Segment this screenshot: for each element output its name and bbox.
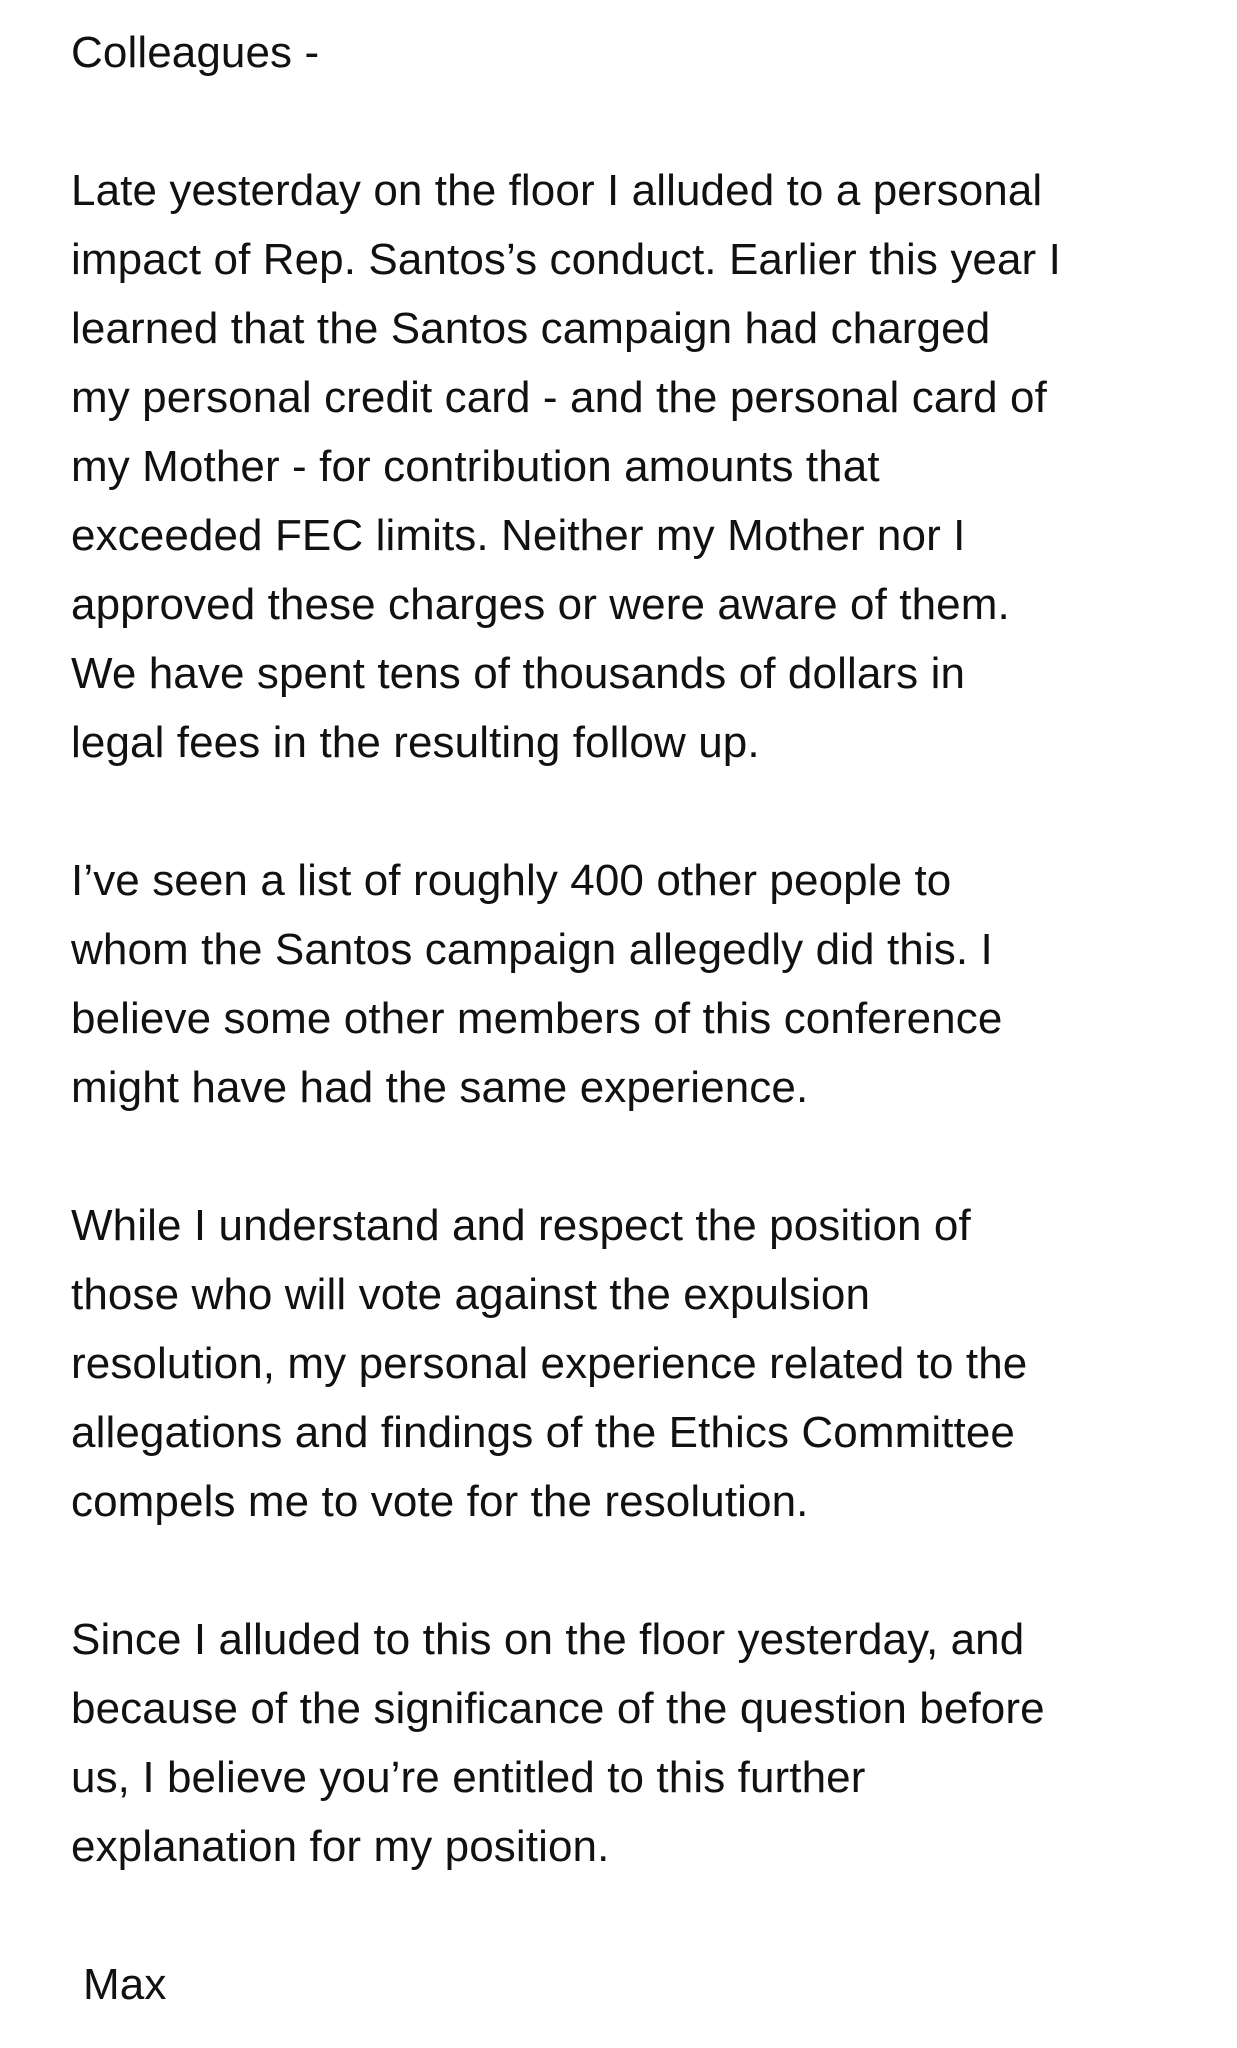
paragraph-line: While I understand and respect the position of	[71, 1201, 971, 1250]
paragraph-gap	[71, 1881, 1221, 1950]
paragraph-line: my personal credit card - and the personal card of	[71, 373, 1047, 422]
paragraph-3	[71, 1191, 1221, 1536]
paragraph-line: whom the Santos campaign allegedly did this. I	[71, 925, 993, 974]
paragraph-line: approved these charges or were aware of them.	[71, 580, 1010, 629]
paragraph-gap	[71, 87, 1221, 156]
paragraph-line: might have had the same experience.	[71, 1063, 809, 1112]
paragraph-line: believe some other members of this conference	[71, 994, 1003, 1043]
paragraph-line: legal fees in the resulting follow up.	[71, 718, 760, 767]
paragraph-line: allegations and findings of the Ethics Committee	[71, 1408, 1015, 1457]
paragraph-2	[71, 846, 1221, 1122]
paragraph-gap	[71, 1122, 1221, 1191]
paragraph-line: Since I alluded to this on the floor yesterday, and	[71, 1615, 1025, 1664]
paragraph-line: We have spent tens of thousands of dollars in	[71, 649, 966, 698]
paragraph-line: us, I believe you’re entitled to this further	[71, 1753, 866, 1802]
paragraph-line: compels me to vote for the resolution.	[71, 1477, 809, 1526]
paragraph-4	[71, 1605, 1221, 1881]
paragraph-1	[71, 156, 1221, 777]
salutation: Colleagues -	[71, 28, 320, 77]
letter-body	[71, 18, 1221, 2019]
paragraph-line: my Mother - for contribution amounts that	[71, 442, 880, 491]
paragraph-line: I’ve seen a list of roughly 400 other people to	[71, 856, 952, 905]
paragraph-line: explanation for my position.	[71, 1822, 610, 1871]
paragraph-line: those who will vote against the expulsion	[71, 1270, 871, 1319]
paragraph-line: because of the significance of the question before	[71, 1684, 1045, 1733]
paragraph-line: exceeded FEC limits. Neither my Mother nor I	[71, 511, 966, 560]
paragraph-gap	[71, 1536, 1221, 1605]
paragraph-line: Late yesterday on the floor I alluded to a personal	[71, 166, 1043, 215]
paragraph-line: learned that the Santos campaign had charged	[71, 304, 991, 353]
paragraph-line: resolution, my personal experience related to the	[71, 1339, 1028, 1388]
signature: Max	[83, 1960, 167, 2009]
paragraph-gap	[71, 777, 1221, 846]
paragraph-line: impact of Rep. Santos’s conduct. Earlier this year I	[71, 235, 1061, 284]
